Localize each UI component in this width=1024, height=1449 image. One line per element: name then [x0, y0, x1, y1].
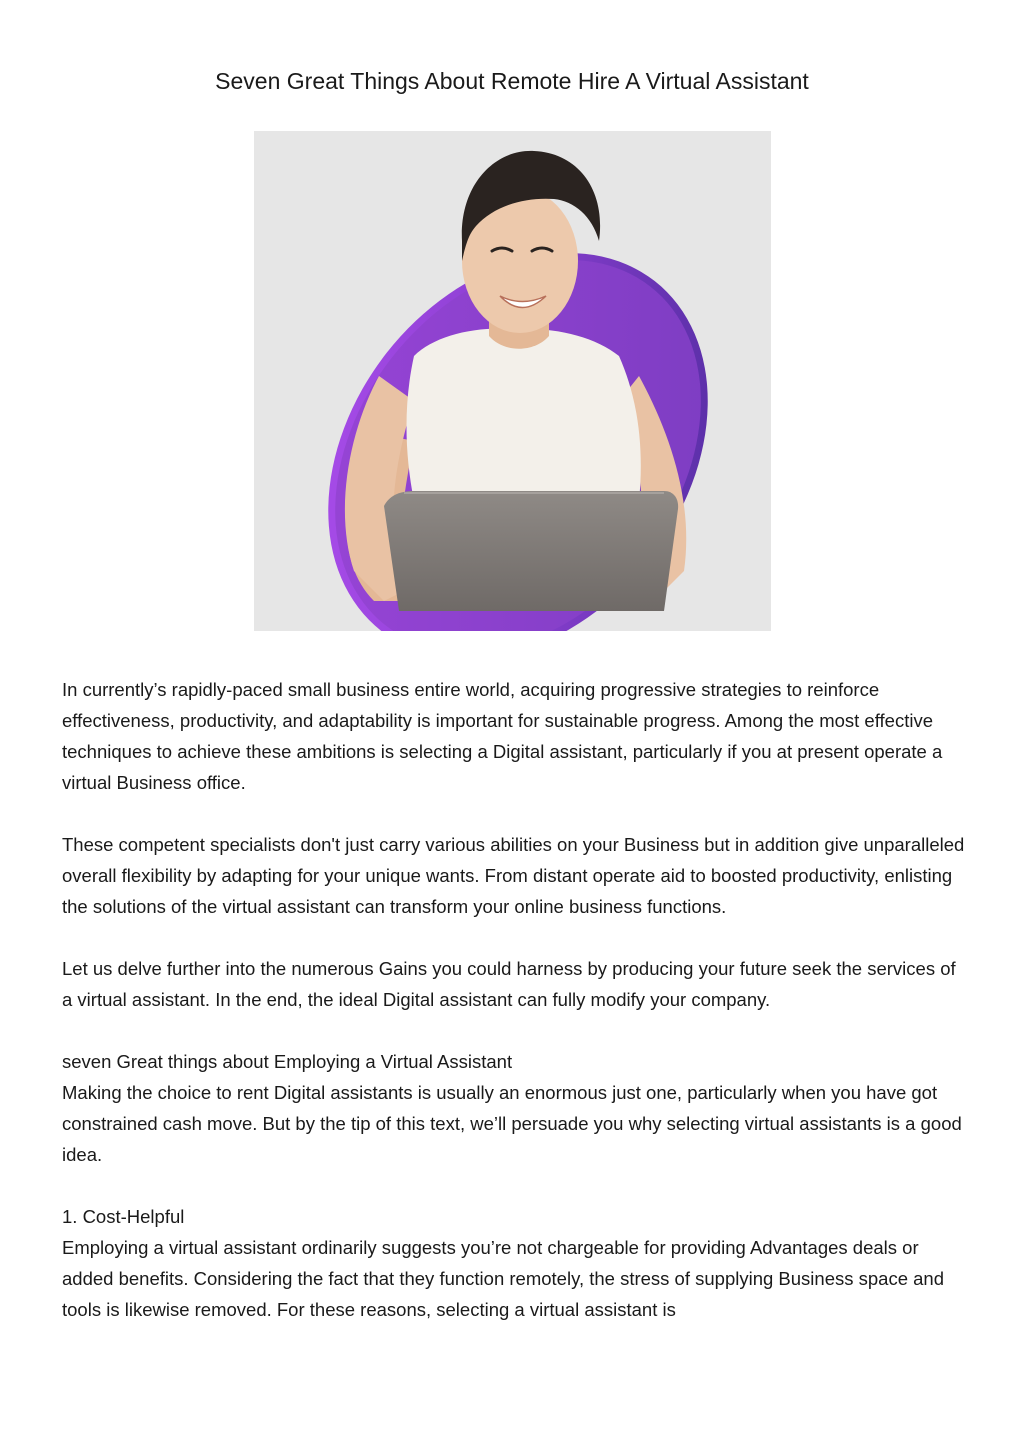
benefits-paragraph: Making the choice to rent Digital assistants is usually an enormous just one, particularly when you have got constrained cash move. But by the tip of this text, we’ll persuade you why selecting virtual assistants is a good idea.: [62, 1082, 962, 1165]
page-title: Seven Great Things About Remote Hire A Virtual Assistant: [215, 68, 809, 94]
point-1-paragraph: Employing a virtual assistant ordinarily suggests you’re not chargeable for providing Advantages deals or added benefits. Considering the fact that they function remotely, the stress of supplying Business space and tools is likewise removed. For these reasons, selecting a virtual assistant is: [62, 1237, 945, 1320]
point-1-heading: 1. Cost-Helpful: [62, 1206, 185, 1227]
intro-paragraph: In currently’s rapidly-paced small business entire world, acquiring progressive strategies to reinforce effectiveness, productivity, and adaptability is important for sustainable progress. Among the most effective techniques to achieve these ambitions is selecting a Digital assistant, particularly if you at present operate a virtual Business office.: [62, 679, 943, 793]
sleeveless-top: [407, 328, 641, 501]
point-1-section: [62, 1201, 967, 1325]
benefits-section: [62, 1046, 967, 1170]
hero-image: [254, 131, 771, 631]
article-body: [62, 674, 967, 1356]
delve-paragraph: Let us delve further into the numerous Gains you could harness by producing your future seek the services of a virtual assistant. In the end, the ideal Digital assistant can fully modify your company.: [62, 958, 956, 1010]
hero-illustration: [254, 131, 771, 631]
laptop: [384, 491, 678, 611]
specialists-paragraph: These competent specialists don't just carry various abilities on your Business but in addition give unparalleled overall flexibility by adapting for your unique wants. From distant operate aid to boosted productivity, enlisting the solutions of the virtual assistant can transform your online business functions.: [62, 834, 965, 917]
benefits-heading: seven Great things about Employing a Virtual Assistant: [62, 1051, 513, 1072]
